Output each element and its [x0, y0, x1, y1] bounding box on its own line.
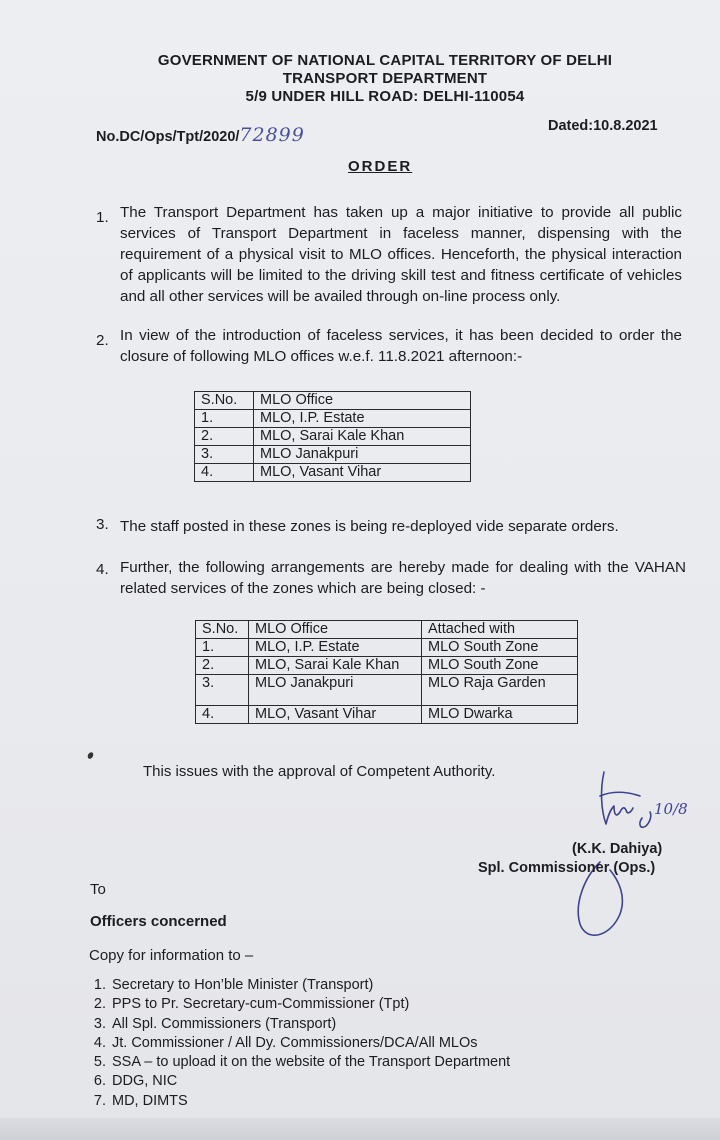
ink-dot — [87, 751, 95, 760]
table-cell: MLO Dwarka — [422, 706, 578, 724]
table-cell: 4. — [195, 464, 254, 482]
para-4-text: Further, the following arrangements are hereby made for dealing with the VAHAN related services of the zones which are being closed: - — [120, 559, 686, 597]
table-cell: MLO Janakpuri — [249, 675, 422, 706]
para-3-number: 3. — [96, 516, 109, 533]
table-row — [195, 446, 471, 464]
table-header-row — [196, 621, 578, 639]
signatory-designation: Spl. Commissioner (Ops.) — [478, 860, 656, 876]
handwritten-reference-number: 72899 — [239, 124, 305, 146]
table-cell: 2. — [196, 657, 249, 675]
header-line-3: 5/9 UNDER HILL ROAD: DELHI-110054 — [245, 88, 525, 105]
para-2-text: In view of the introduction of faceless services, it has been decided to order the closure of following MLO offices w.e.f. 11.8.2021 afternoon:- — [120, 327, 682, 365]
header-line-1: GOVERNMENT OF NATIONAL CAPITAL TERRITORY OF DELHI — [157, 52, 613, 69]
list-item: 5. SSA – to upload it on the website of the Transport Department — [110, 1053, 510, 1072]
table-cell: MLO Raja Garden — [422, 675, 578, 706]
table-cell: MLO Janakpuri — [254, 446, 471, 464]
to-label: To — [90, 881, 106, 898]
table-cell: MLO South Zone — [422, 639, 578, 657]
table-cell: MLO, I.P. Estate — [249, 639, 422, 657]
signatory-name: (K.K. Dahiya) — [572, 841, 663, 857]
table-cell: MLO, I.P. Estate — [254, 410, 471, 428]
list-item: 7. MD, DIMTS — [110, 1092, 510, 1111]
list-item: 4. Jt. Commissioner / All Dy. Commissioners/DCA/All MLOs — [110, 1034, 510, 1053]
table-header-row — [195, 392, 471, 410]
table-header-cell: S.No. — [195, 392, 254, 410]
list-item: 6. DDG, NIC — [110, 1072, 510, 1091]
table-row — [196, 706, 578, 724]
list-item: 1. Secretary to Hon’ble Minister (Transport) — [110, 976, 510, 995]
table-header-cell: MLO Office — [249, 621, 422, 639]
approval-line: This issues with the approval of Competent Authority. — [143, 763, 496, 780]
table-cell: MLO South Zone — [422, 657, 578, 675]
reference-prefix: No.DC/Ops/Tpt/2020/ — [96, 129, 240, 145]
order-date: Dated:10.8.2021 — [548, 118, 658, 134]
table-row — [195, 428, 471, 446]
table-header-cell: Attached with — [422, 621, 578, 639]
table-cell: MLO, Vasant Vihar — [249, 706, 422, 724]
list-item: 2. PPS to Pr. Secretary-cum-Commissioner (Tpt) — [110, 995, 510, 1014]
table-cell: 2. — [195, 428, 254, 446]
table-cell: MLO, Vasant Vihar — [254, 464, 471, 482]
signature-date: 10/8 — [654, 800, 688, 818]
table-cell: MLO, Sarai Kale Khan — [249, 657, 422, 675]
table-header-cell: MLO Office — [254, 392, 471, 410]
table-cell: 1. — [195, 410, 254, 428]
copy-label: Copy for information to – — [89, 947, 254, 964]
para-1-text: The Transport Department has taken up a major initiative to provide all public services of Transport Department in faceless manner, dispensing with the requirement of a physical visit to MLO offices. Henceforth, the physical interaction of applicants will be limited to the driving skill test and fitness certificate of vehicles and all other services will be availed through on-line process only. — [120, 204, 682, 305]
table-row — [196, 675, 578, 706]
arrangement-table — [195, 620, 578, 724]
table-row — [196, 639, 578, 657]
officers-concerned: Officers concerned — [90, 913, 227, 930]
para-1-number: 1. — [96, 209, 109, 226]
table-cell: 4. — [196, 706, 249, 724]
table-header-cell: S.No. — [196, 621, 249, 639]
header-line-2: TRANSPORT DEPARTMENT — [282, 70, 488, 87]
table-cell: 1. — [196, 639, 249, 657]
copy-list — [80, 976, 510, 1111]
table-row — [196, 657, 578, 675]
list-item: 3. All Spl. Commissioners (Transport) — [110, 1015, 510, 1034]
reference-number — [96, 124, 305, 146]
para-4-number: 4. — [96, 561, 109, 578]
table-row — [195, 464, 471, 482]
closure-table — [194, 391, 471, 482]
table-cell: MLO, Sarai Kale Khan — [254, 428, 471, 446]
table-cell: 3. — [195, 446, 254, 464]
para-3-text: The staff posted in these zones is being re-deployed vide separate orders. — [120, 518, 619, 535]
table-row — [195, 410, 471, 428]
table-cell: 3. — [196, 675, 249, 706]
page-bottom-edge — [0, 1118, 720, 1140]
para-2-number: 2. — [96, 332, 109, 349]
order-title: ORDER — [348, 158, 413, 175]
